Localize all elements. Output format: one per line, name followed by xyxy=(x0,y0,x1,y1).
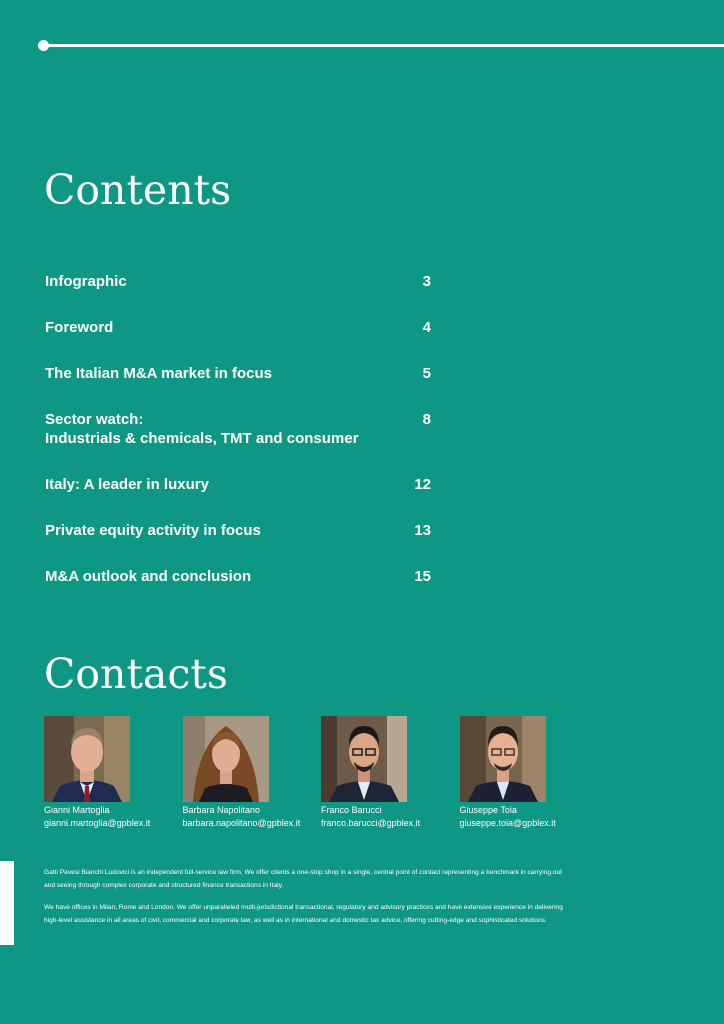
top-rule xyxy=(43,44,724,47)
top-rule-dot xyxy=(38,40,49,51)
table-of-contents xyxy=(45,272,431,586)
contents-heading: Contents xyxy=(44,166,232,214)
firm-description-paragraph: Gatti Pavesi Bianchi Ludovici is an independent full-service law firm. We offer clients a one-stop shop in a single, central point of contact representing a benchmark in carrying out and seeing through complex corporate and structured finance transactions in Italy. xyxy=(44,869,563,889)
toc-item-title: Italy: A leader in luxury xyxy=(45,476,209,493)
toc-item-title: Infographic xyxy=(45,273,127,290)
firm-description-paragraph: We have offices in Milan, Rome and London. We offer unparalleled multi-jurisdictional transactional, regulatory and advisory practices and have extensive experience in delivering high-level assistance in all areas of civil, commercial and corporate law, as well as in international and domestic tax advice, offering cutting-edge and sophisticated solutions. xyxy=(44,904,563,924)
toc-item-infographic[interactable] xyxy=(45,272,431,291)
toc-item-foreword[interactable] xyxy=(45,318,431,337)
toc-item-italian-market[interactable] xyxy=(45,364,431,383)
contact-card xyxy=(321,716,460,829)
toc-item-page: 15 xyxy=(414,568,431,585)
contacts-heading: Contacts xyxy=(44,650,228,698)
toc-item-title: Foreword xyxy=(45,319,114,336)
contact-name: Gianni Martoglia xyxy=(44,805,110,815)
contact-card xyxy=(460,716,599,829)
toc-item-title: Private equity activity in focus xyxy=(45,522,261,539)
contact-photo xyxy=(321,716,407,802)
toc-item-sector-watch[interactable] xyxy=(45,410,431,448)
contact-card xyxy=(183,716,322,829)
toc-item-title: Sector watch: Industrials & chemicals, TMT and consumer xyxy=(45,411,359,447)
toc-item-page: 3 xyxy=(422,273,431,290)
toc-item-outlook[interactable] xyxy=(45,567,431,586)
contact-email[interactable]: franco.barucci@gpblex.it xyxy=(321,818,421,828)
toc-item-title: M&A outlook and conclusion xyxy=(45,568,252,585)
contact-name: Barbara Napolitano xyxy=(182,805,261,815)
contact-photo xyxy=(44,716,130,802)
contacts-list xyxy=(44,716,598,829)
contact-email[interactable]: gianni.martoglia@gpblex.it xyxy=(44,818,151,828)
contact-name: Franco Barucci xyxy=(321,805,382,815)
toc-item-page: 8 xyxy=(422,411,431,428)
contact-email[interactable]: barbara.napolitano@gpblex.it xyxy=(182,818,301,828)
contact-photo xyxy=(460,716,546,802)
contact-email[interactable]: giuseppe.toia@gpblex.it xyxy=(459,818,556,828)
firm-description xyxy=(44,866,564,936)
toc-item-page: 12 xyxy=(414,476,431,493)
toc-item-page: 5 xyxy=(422,365,431,382)
side-accent-bar xyxy=(0,861,14,945)
toc-item-private-equity[interactable] xyxy=(45,521,431,540)
contact-name: Giuseppe Toia xyxy=(459,805,517,815)
toc-item-luxury[interactable] xyxy=(45,475,431,494)
contact-photo xyxy=(183,716,269,802)
toc-item-title: The Italian M&A market in focus xyxy=(45,365,272,382)
contact-card xyxy=(44,716,183,829)
toc-item-page: 4 xyxy=(422,319,431,336)
toc-item-page: 13 xyxy=(414,522,431,539)
